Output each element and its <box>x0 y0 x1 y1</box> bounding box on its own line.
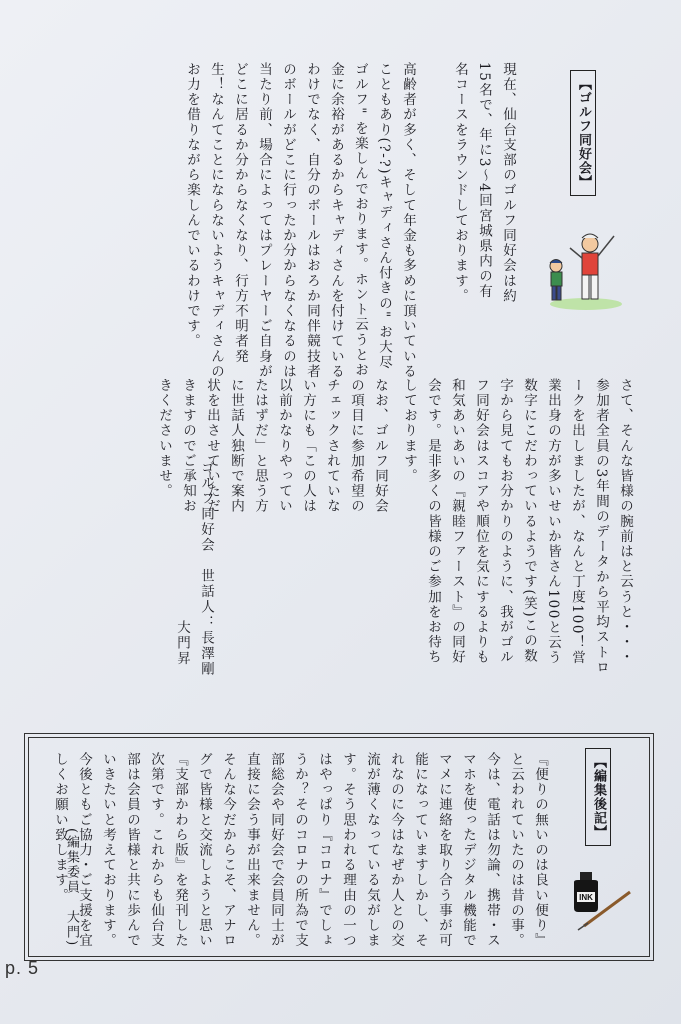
page-number: p. 5 <box>5 958 40 978</box>
golf-paragraph-scores: さて、そんな皆様の腕前はと云うと・・・参加者全員の3年間のデータから平均ストロークを出しましたが、なんと丁度100！営業出身の方が多いせいか皆さん100と云う数字にこだわっているようです(笑)この数字から見てもお分かりのように、我がゴルフ同好会はスコアや順位を気にするよりも和気あいあいの『親睦ファースト』の同好会です。是非多くの皆様のご参加をお待ちしております。 <box>401 378 633 676</box>
golf-signature-second: 大門昇 <box>174 620 190 667</box>
editorial-signature: (編集委員 大門) <box>64 828 79 948</box>
golf-intro-text: 現在、仙台支部のゴルフ同好会は約15名で、年に3～4回宮城県内の有名コースをラウンドしております。 <box>452 62 516 304</box>
golfer-illustration <box>544 226 624 312</box>
ink-label: INK <box>579 893 593 902</box>
golf-signature-organizer: ゴルフ同好会 世話人：長澤剛 <box>198 460 214 677</box>
golf-paragraph-members: 高齢者が多く、そして年金も多めに頂いていることもあり(?-?)キャディさん付きの" お大尽ゴルフ" を楽しんでおります。ホント云うとお金に余裕があるからキャディさんを付けているわけでなく、自分のボールはおろか同伴競技者のボールがどこに行ったか分からなくなるのは当たり前、場合によってはプレーヤーご自身がどこに居るか分からなくなり、行方不明者発生！なんてことにならないようキャディさんのお力を借りながら楽しんでいるわけです。 <box>184 62 416 380</box>
golf-paragraph-invitations: なお、ゴルフ同好会の項目に参加希望のチェックされていない方にも「この人は以前かなりやっていたはずだ」と思う方に世話人独断で案内状を出させていただきますのでご承知おきくださいませ。 <box>156 378 388 514</box>
editorial-body-text: 『便りの無いのは良い便り』と云われていたのは昔の事。今は、電話は勿論、携帯・スマホを使ったデジタル機能でマメに連絡を取り合う事が可能になっていますしかし、それなのに今はなぜか人との交流が薄くなっている気がします。そう思われる理由の一つはやっぱり『コロナ』でしょうか？そのコロナの所為で支部総会や同好会で会員同士が直接に会う事が出来ません。そんな今だからこそ、アナログで皆様と交流しようと思い『支部かわら版』を発刊した次第です。これからも仙台支部は会員の皆様と共に歩んでいきたいと考えております。今後ともご協力・ご支援を宜しくお願い致します。 <box>52 752 548 949</box>
ink-pen-icon <box>566 868 632 932</box>
golf-section-heading: 【ゴルフ同好会】 <box>570 70 596 196</box>
editorial-heading: 【編集後記】 <box>585 748 611 846</box>
